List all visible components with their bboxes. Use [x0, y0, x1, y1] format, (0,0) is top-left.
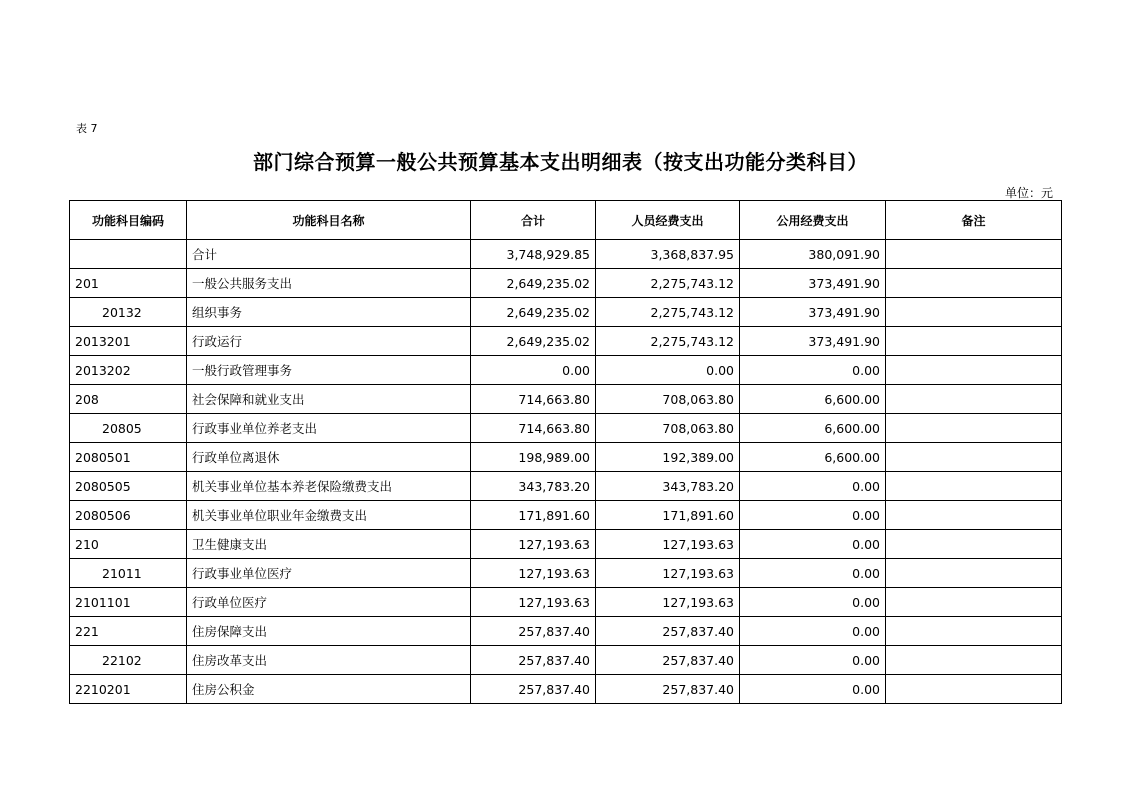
- cell-personnel: 127,193.63: [596, 588, 740, 617]
- cell-name: 行政事业单位养老支出: [187, 414, 471, 443]
- header-name: 功能科目名称: [187, 201, 471, 240]
- table-row: [70, 443, 1062, 472]
- cell-personnel: 127,193.63: [596, 559, 740, 588]
- cell-code: 20805: [70, 414, 187, 443]
- cell-name: 合计: [187, 240, 471, 269]
- cell-public: 380,091.90: [740, 240, 886, 269]
- table-row: [70, 559, 1062, 588]
- cell-public: 0.00: [740, 356, 886, 385]
- table-row: [70, 588, 1062, 617]
- cell-personnel: 192,389.00: [596, 443, 740, 472]
- cell-remark: [886, 298, 1062, 327]
- cell-remark: [886, 559, 1062, 588]
- cell-total: 3,748,929.85: [471, 240, 596, 269]
- cell-personnel: 0.00: [596, 356, 740, 385]
- cell-name: 行政事业单位医疗: [187, 559, 471, 588]
- cell-personnel: 127,193.63: [596, 530, 740, 559]
- cell-remark: [886, 356, 1062, 385]
- cell-name: 社会保障和就业支出: [187, 385, 471, 414]
- table-row: [70, 385, 1062, 414]
- cell-remark: [886, 646, 1062, 675]
- cell-remark: [886, 588, 1062, 617]
- unit-label: 单位：元: [1004, 186, 1053, 200]
- cell-remark: [886, 530, 1062, 559]
- table-row: [70, 240, 1062, 269]
- cell-code: 2210201: [70, 675, 187, 704]
- cell-total: 127,193.63: [471, 588, 596, 617]
- cell-total: 2,649,235.02: [471, 327, 596, 356]
- cell-total: 714,663.80: [471, 414, 596, 443]
- table-number: 表 7: [76, 122, 98, 135]
- cell-public: 0.00: [740, 646, 886, 675]
- cell-public: 0.00: [740, 501, 886, 530]
- cell-total: 2,649,235.02: [471, 269, 596, 298]
- cell-remark: [886, 240, 1062, 269]
- cell-name: 卫生健康支出: [187, 530, 471, 559]
- table-row: [70, 269, 1062, 298]
- cell-public: 0.00: [740, 530, 886, 559]
- table-row: [70, 298, 1062, 327]
- cell-personnel: 3,368,837.95: [596, 240, 740, 269]
- cell-public: 6,600.00: [740, 385, 886, 414]
- cell-total: 127,193.63: [471, 530, 596, 559]
- cell-code: 221: [70, 617, 187, 646]
- header-personnel: 人员经费支出: [596, 201, 740, 240]
- cell-total: 343,783.20: [471, 472, 596, 501]
- cell-remark: [886, 385, 1062, 414]
- cell-total: 257,837.40: [471, 646, 596, 675]
- cell-remark: [886, 472, 1062, 501]
- cell-personnel: 2,275,743.12: [596, 298, 740, 327]
- cell-total: 198,989.00: [471, 443, 596, 472]
- cell-name: 一般行政管理事务: [187, 356, 471, 385]
- cell-personnel: 257,837.40: [596, 646, 740, 675]
- cell-code: 2101101: [70, 588, 187, 617]
- cell-name: 行政单位离退休: [187, 443, 471, 472]
- cell-code: 22102: [70, 646, 187, 675]
- cell-remark: [886, 414, 1062, 443]
- cell-personnel: 257,837.40: [596, 675, 740, 704]
- cell-personnel: 708,063.80: [596, 385, 740, 414]
- cell-name: 住房公积金: [187, 675, 471, 704]
- cell-total: 171,891.60: [471, 501, 596, 530]
- cell-personnel: 171,891.60: [596, 501, 740, 530]
- cell-public: 6,600.00: [740, 443, 886, 472]
- cell-personnel: 2,275,743.12: [596, 269, 740, 298]
- cell-code: 2013201: [70, 327, 187, 356]
- cell-public: 0.00: [740, 588, 886, 617]
- cell-remark: [886, 617, 1062, 646]
- cell-remark: [886, 327, 1062, 356]
- cell-remark: [886, 443, 1062, 472]
- cell-name: 住房改革支出: [187, 646, 471, 675]
- cell-name: 机关事业单位基本养老保险缴费支出: [187, 472, 471, 501]
- cell-total: 714,663.80: [471, 385, 596, 414]
- header-remark: 备注: [886, 201, 1062, 240]
- table-row: [70, 356, 1062, 385]
- cell-code: 210: [70, 530, 187, 559]
- cell-code: 2080501: [70, 443, 187, 472]
- cell-public: 373,491.90: [740, 269, 886, 298]
- cell-code: 2080506: [70, 501, 187, 530]
- cell-public: 0.00: [740, 559, 886, 588]
- cell-personnel: 2,275,743.12: [596, 327, 740, 356]
- page-title: 部门综合预算一般公共预算基本支出明细表（按支出功能分类科目）: [253, 150, 868, 174]
- budget-table: [69, 200, 1062, 704]
- cell-code: 208: [70, 385, 187, 414]
- table-row: [70, 414, 1062, 443]
- cell-total: 127,193.63: [471, 559, 596, 588]
- header-total: 合计: [471, 201, 596, 240]
- cell-public: 6,600.00: [740, 414, 886, 443]
- table-row: [70, 675, 1062, 704]
- table-row: [70, 327, 1062, 356]
- cell-code: 20132: [70, 298, 187, 327]
- cell-total: 257,837.40: [471, 617, 596, 646]
- cell-name: 行政运行: [187, 327, 471, 356]
- table-header-row: [70, 201, 1062, 240]
- table-row: [70, 646, 1062, 675]
- cell-name: 行政单位医疗: [187, 588, 471, 617]
- table-body: [70, 240, 1062, 704]
- table-row: [70, 617, 1062, 646]
- table-row: [70, 501, 1062, 530]
- cell-personnel: 257,837.40: [596, 617, 740, 646]
- cell-total: 2,649,235.02: [471, 298, 596, 327]
- cell-code: [70, 240, 187, 269]
- cell-public: 0.00: [740, 617, 886, 646]
- cell-personnel: 343,783.20: [596, 472, 740, 501]
- cell-remark: [886, 675, 1062, 704]
- header-public: 公用经费支出: [740, 201, 886, 240]
- cell-name: 机关事业单位职业年金缴费支出: [187, 501, 471, 530]
- table-row: [70, 472, 1062, 501]
- cell-total: 0.00: [471, 356, 596, 385]
- cell-public: 373,491.90: [740, 327, 886, 356]
- cell-code: 201: [70, 269, 187, 298]
- cell-remark: [886, 269, 1062, 298]
- table-row: [70, 530, 1062, 559]
- cell-code: 2080505: [70, 472, 187, 501]
- cell-name: 组织事务: [187, 298, 471, 327]
- cell-public: 0.00: [740, 472, 886, 501]
- cell-code: 21011: [70, 559, 187, 588]
- cell-code: 2013202: [70, 356, 187, 385]
- cell-public: 0.00: [740, 675, 886, 704]
- header-code: 功能科目编码: [70, 201, 187, 240]
- cell-personnel: 708,063.80: [596, 414, 740, 443]
- cell-name: 住房保障支出: [187, 617, 471, 646]
- cell-remark: [886, 501, 1062, 530]
- cell-public: 373,491.90: [740, 298, 886, 327]
- cell-name: 一般公共服务支出: [187, 269, 471, 298]
- cell-total: 257,837.40: [471, 675, 596, 704]
